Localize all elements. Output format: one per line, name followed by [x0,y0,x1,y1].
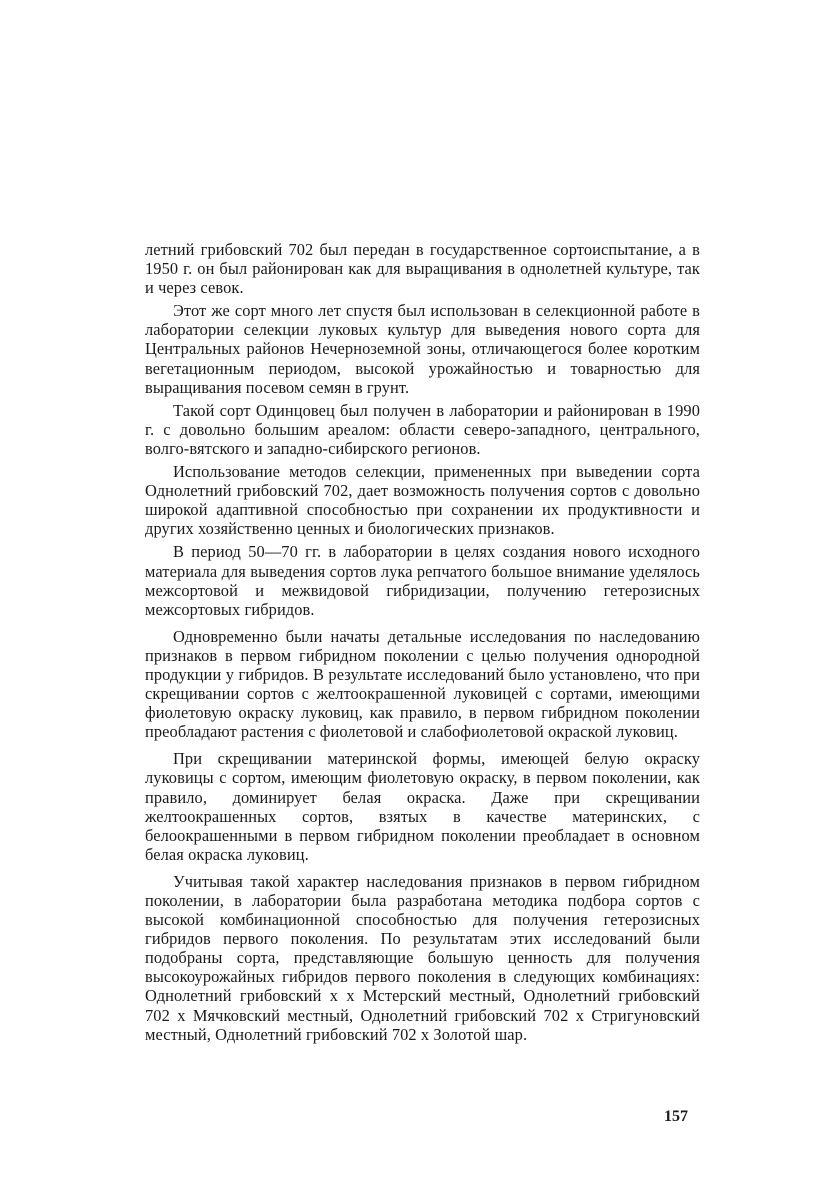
body-text [145,240,700,1048]
paragraph: Использование методов селекции, примененных при выведении сорта Однолетний грибовский 702, дает возможность получения сортов с довольно широкой адаптивной способностью при сохранении их продуктивности и других хозяйственно ценных и биологических признаков. [145,462,700,539]
paragraph: Такой сорт Одинцовец был получен в лаборатории и районирован в 1990 г. с довольно большим ареалом: области северо-западного, центрального, волго-вятского и западно-сибирского регионов. [145,400,700,458]
paragraph: При скрещивании материнской формы, имеющей белую окраску луковицы с сортом, имеющим фиолетовую окраску, в первом поколении, как правило, доминирует белая окраска. Даже при скрещивании желтоокрашенных сортов, взятых в качестве материнских, с белоокрашенными в первом гибридном поколении преобладает в основном белая окраска луковиц. [145,749,700,864]
page-number: 157 [664,1108,688,1125]
paragraph-continuation: летний грибовский 702 был передан в государственное сортоиспытание, а в 1950 г. он был районирован как для выращивания в однолетней культуре, так и через севок. [145,240,700,298]
paragraph: Одновременно были начаты детальные исследования по наследованию признаков в первом гибридном поколении с целью получения однородной продукции у гибридов. В результате исследований было установлено, что при скрещивании сортов с желтоокрашенной луковицей с сортами, имеющими фиолетовую окраску луковиц, как правило, в первом гибридном поколении преобладают растения с фиолетовой и слабофиолетовой окраской луковиц. [145,626,700,742]
paragraph: Учитывая такой характер наследования признаков в первом гибридном поколении, в лаборатории была разработана методика подбора сортов с высокой комбинационной способностью для получения гетерозисных гибридов первого поколения. По результатам этих исследований были подобраны сорта, представляющие большую ценность для получения высокоурожайных гибридов первого поколения в следующих комбинациях: Однолетний грибовский х х Мстерский местный, Однолетний грибовский 702 х Мячковский местный, Однолетний грибовский 702 х Стригуновский местный, Однолетний грибовский 702 х Золотой шар. [145,871,700,1044]
paragraph: В период 50—70 гг. в лаборатории в целях создания нового исходного материала для выведения сортов лука репчатого большое внимание уделялось межсортовой и межвидовой гибридизации, получению гетерозисных межсортовых гибридов. [145,542,700,619]
paragraph: Этот же сорт много лет спустя был использован в селекционной работе в лаборатории селекции луковых культур для выведения нового сорта для Центральных районов Нечерноземной зоны, отличающегося более коротким вегетационным периодом, высокой урожайностью и товарностью для выращивания посевом семян в грунт. [145,301,700,397]
